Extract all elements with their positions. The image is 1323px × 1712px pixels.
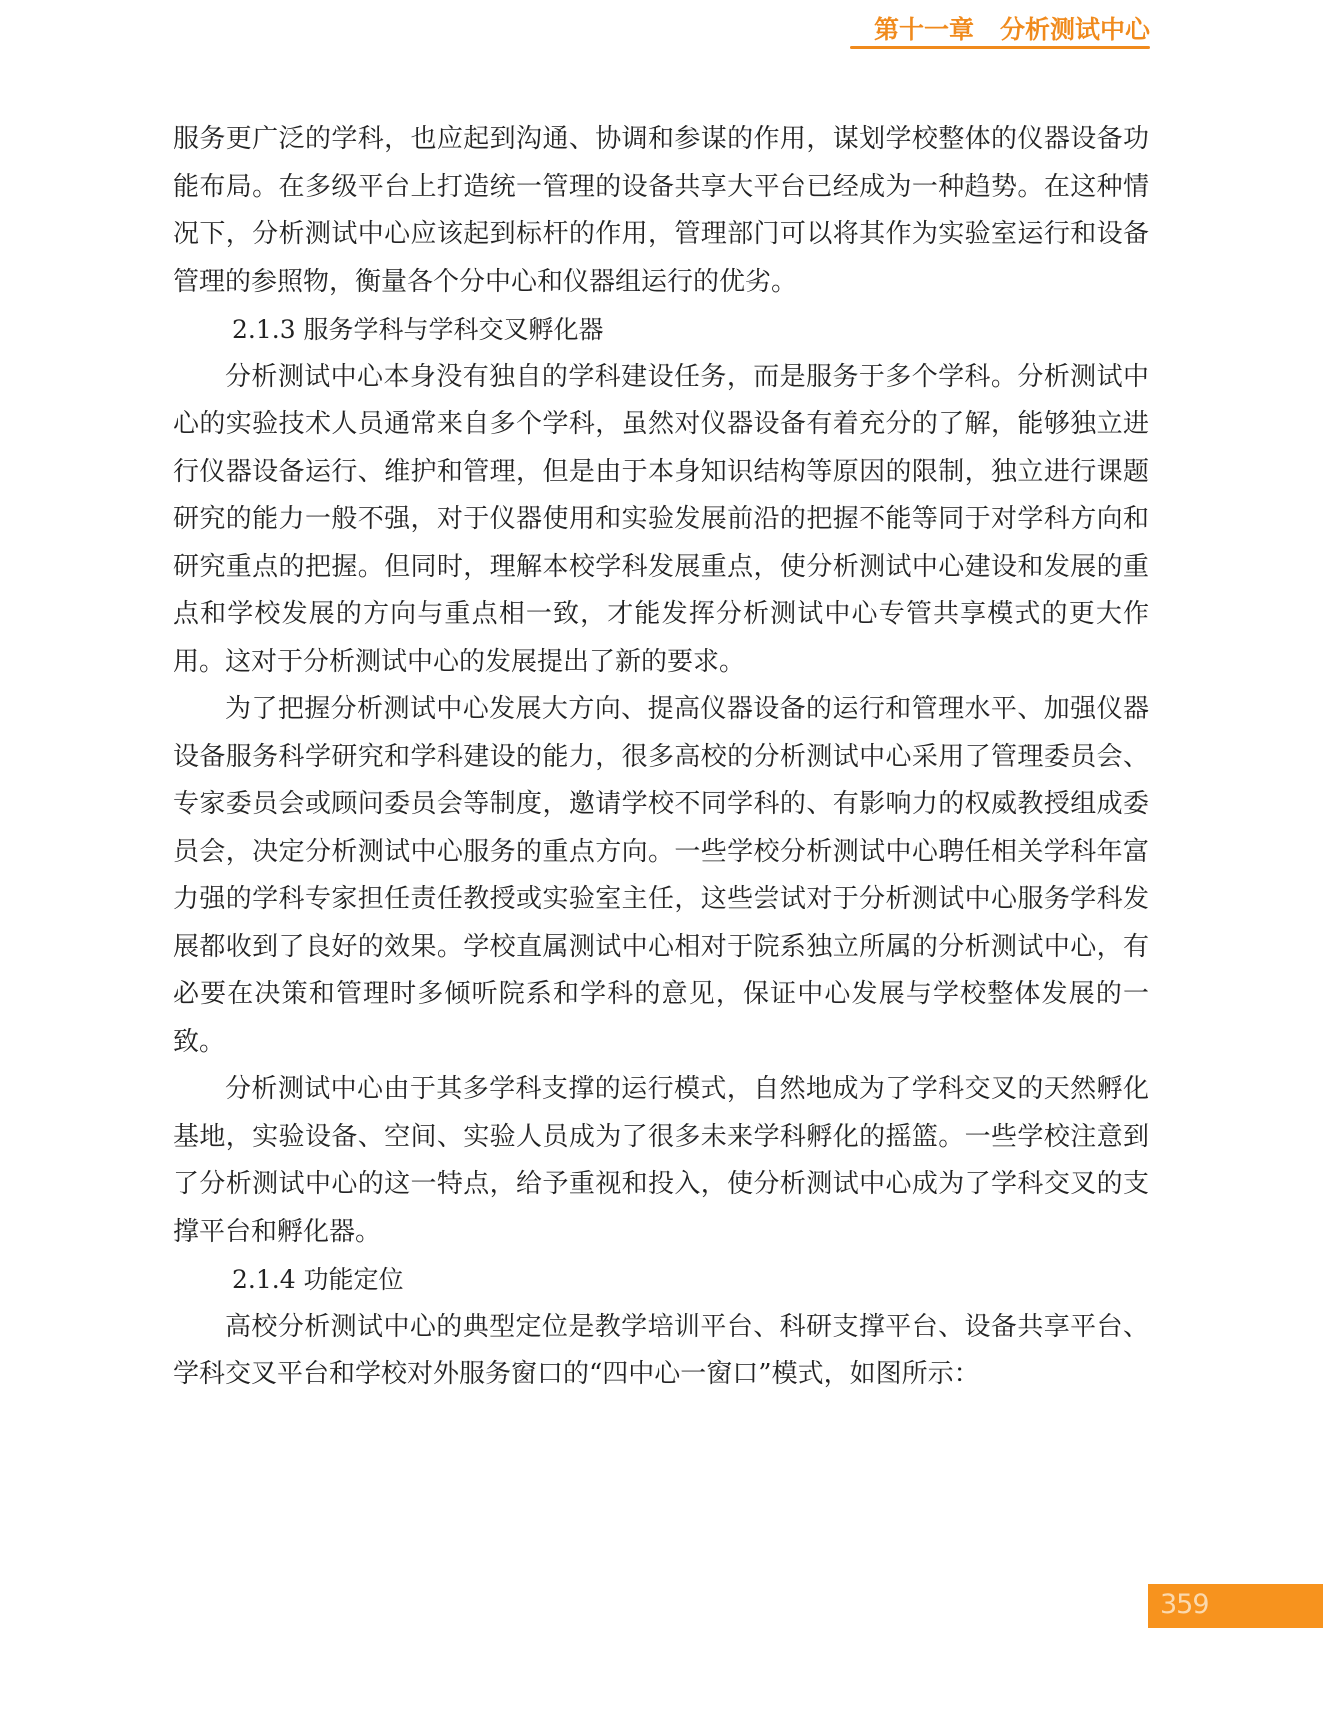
header-underline [850, 46, 1150, 49]
running-header [850, 8, 1150, 52]
chapter-name: 分析测试中心 [999, 15, 1150, 44]
page-number-tab [1148, 1584, 1323, 1628]
paragraph-continued: 服务更广泛的学科，也应起到沟通、协调和参谋的作用，谋划学校整体的仪器设备功能布局。在多级平台上打造统一管理的设备共享大平台已经成为一种趋势。在这种情况下，分析测试中心应该起到标杆的作用，管理部门可以将其作为实验室运行和设备管理的参照物，衡量各个分中心和仪器组运行的优劣。 [173, 124, 1149, 297]
chapter-title [874, 10, 1150, 46]
section-heading-2-1-4: 2.1.4 功能定位 [232, 1265, 404, 1294]
paragraph: 分析测试中心本身没有独自的学科建设任务，而是服务于多个学科。分析测试中心的实验技术人员通常来自多个学科，虽然对仪器设备有着充分的了解，能够独立进行仪器设备运行、维护和管理，但是由于本身知识结构等原因的限制，独立进行课题研究的能力一般不强，对于仪器使用和实验发展前沿的把握不能等同于对学科方向和研究重点的把握。但同时，理解本校学科发展重点，使分析测试中心建设和发展的重点和学校发展的方向与重点相一致，才能发挥分析测试中心专管共享模式的更大作用。这对于分析测试中心的发展提出了新的要求。 [173, 361, 1149, 677]
chapter-number: 第十一章 [873, 15, 974, 44]
paragraph: 分析测试中心由于其多学科支撑的运行模式，自然地成为了学科交叉的天然孵化基地，实验设备、空间、实验人员成为了很多未来学科孵化的摇篮。一些学校注意到了分析测试中心的这一特点，给予重视和投入，使分析测试中心成为了学科交叉的支撑平台和孵化器。 [173, 1074, 1149, 1247]
section-heading-2-1-3: 2.1.3 服务学科与学科交叉孵化器 [232, 315, 604, 344]
paragraph: 为了把握分析测试中心发展大方向、提高仪器设备的运行和管理水平、加强仪器设备服务科学研究和学科建设的能力，很多高校的分析测试中心采用了管理委员会、专家委员会或顾问委员会等制度，邀请学校不同学科的、有影响力的权威教授组成委员会，决定分析测试中心服务的重点方向。一些学校分析测试中心聘任相关学科年富力强的学科专家担任责任教授或实验室主任，这些尝试对于分析测试中心服务学科发展都收到了良好的效果。学校直属测试中心相对于院系独立所属的分析测试中心，有必要在决策和管理时多倾听院系和学科的意见，保证中心发展与学校整体发展的一致。 [173, 694, 1149, 1057]
paragraph: 高校分析测试中心的典型定位是教学培训平台、科研支撑平台、设备共享平台、学科交叉平台和学校对外服务窗口的“四中心一窗口”模式，如图所示： [173, 1311, 1149, 1389]
page-number: 359 [1160, 1589, 1209, 1620]
page-body [173, 116, 1149, 1399]
